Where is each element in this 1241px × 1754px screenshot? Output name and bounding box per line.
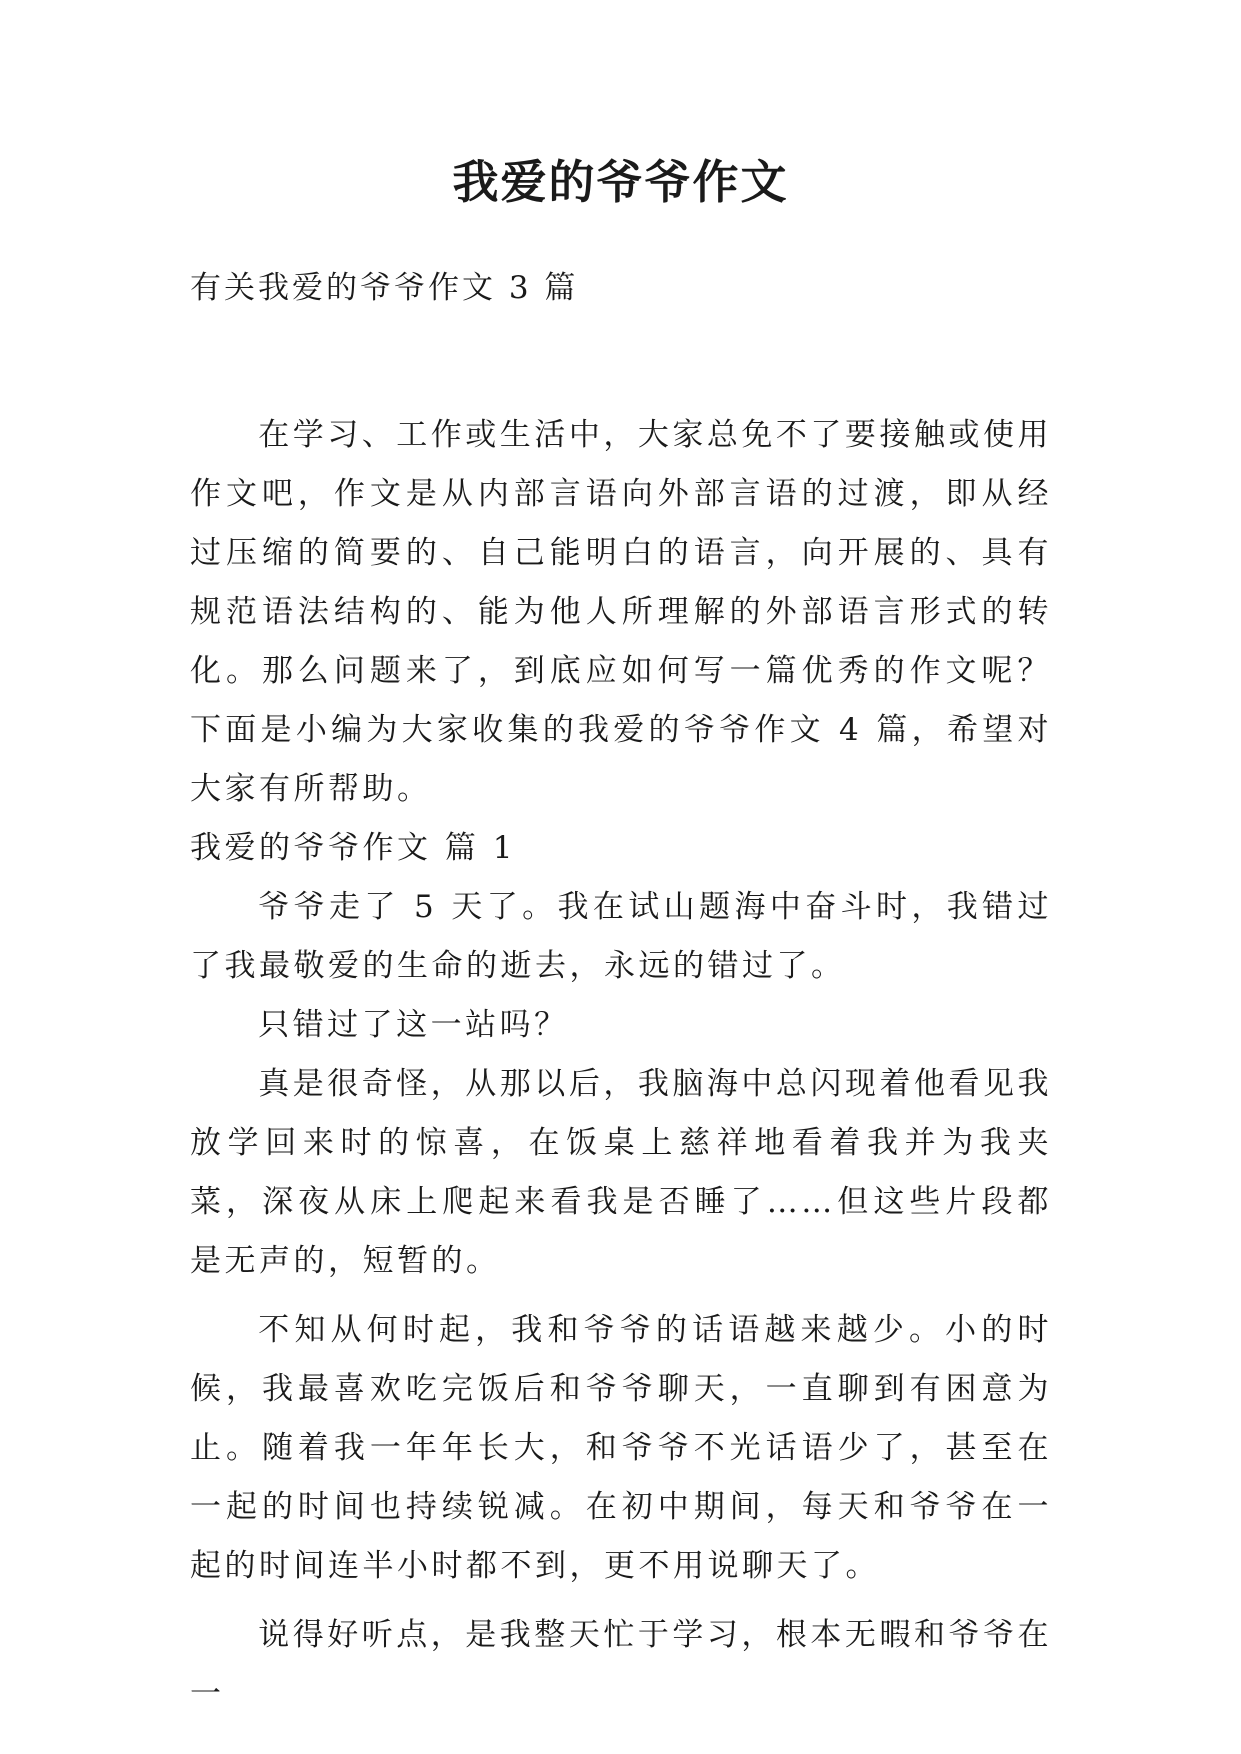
paragraph-2: 只错过了这一站吗？ [258, 1007, 569, 1043]
paragraph-3: 真是很奇怪，从那以后，我脑海中总闪现着他看见我放学回来时的惊喜，在饭桌上慈祥地看着我并为我夹菜，深夜从床上爬起来看我是否睡了……但这些片段都是无声的，短暂的。 [190, 1066, 1052, 1279]
section-heading: 我爱的爷爷作文 篇 1 [190, 830, 516, 866]
intro-paragraph: 在学习、工作或生活中，大家总免不了要接触或使用作文吧，作文是从内部言语向外部言语的过渡，即从经过压缩的简要的、自己能明白的语言，向开展的、具有规范语法结构的、能为他人所理解的外部语言形式的转化。那么问题来了，到底应如何写一篇优秀的作文呢？下面是小编为大家收集的我爱的爷爷作文 4 篇，希望对大家有所帮助。 [190, 417, 1052, 807]
paragraph-5: 说得好听点，是我整天忙于学习，根本无暇和爷爷在一 [190, 1617, 1052, 1712]
paragraph-4: 不知从何时起，我和爷爷的话语越来越少。小的时候，我最喜欢吃完饭后和爷爷聊天，一直聊到有困意为止。随着我一年年长大，和爷爷不光话语少了，甚至在一起的时间也持续锐减。在初中期间，每天和爷爷在一起的时间连半小时都不到，更不用说聊天了。 [190, 1312, 1052, 1584]
document-body [190, 406, 1052, 1724]
document-title: 我爱的爷爷作文 [452, 155, 789, 209]
paragraph-1: 爷爷走了 5 天了。我在试山题海中奋斗时，我错过了我最敬爱的生命的逝去，永远的错过了。 [190, 889, 1052, 984]
document-subtitle: 有关我爱的爷爷作文 3 篇 [190, 270, 579, 306]
